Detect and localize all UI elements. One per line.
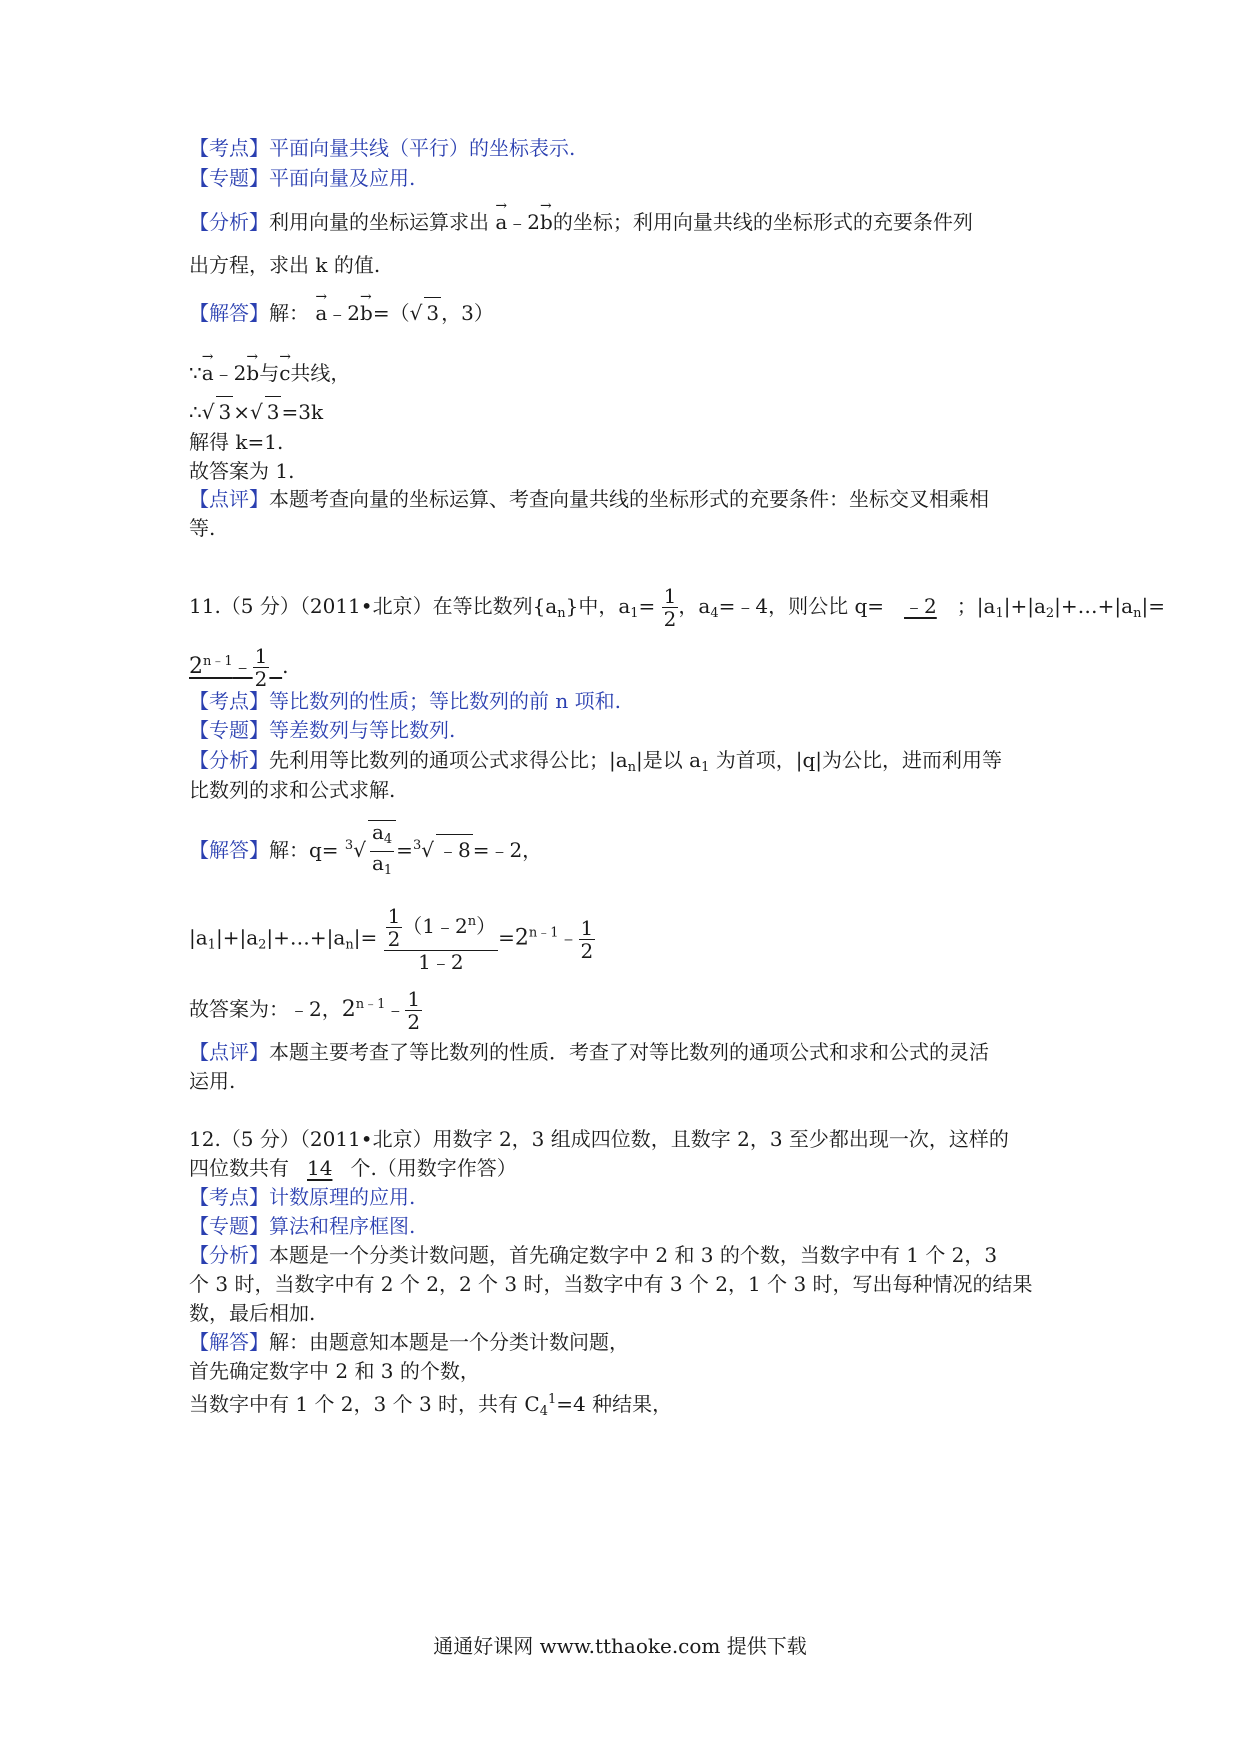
q11-stem-answer2: $2^{n﹣1}﹣$ $\frac{1}{2}$ . <box>189 644 289 691</box>
page-footer: 通通好课网 www.tthaoke.com 提供下载 <box>433 1634 807 1658</box>
q11-kaodian: 【考点】等比数列的性质；等比数列的前 n 项和. <box>189 689 621 713</box>
q11-dianping-2: 运用. <box>189 1069 236 1093</box>
q10-kaodian: 【考点】平面向量共线（平行）的坐标表示. <box>189 136 576 160</box>
q11-fenxi: 【分析】先利用等比数列的通项公式求得公比；$|a_n|$是以 $a_1$ 为首项，|q|为公比，进而利用等 <box>189 748 1002 775</box>
q12-zhuanti: 【专题】算法和程序框图. <box>189 1214 416 1238</box>
q11-zhuanti: 【专题】等差数列与等比数列. <box>189 718 456 742</box>
q10-therefore: ∴√ 3 ×√ 3 =3k <box>189 396 323 427</box>
q10-dianping-2: 等. <box>189 516 216 540</box>
q11-jieda: 【解答】解：q= $^3$√ $\frac{a_4}{a_1}$ =$^3$√ ﹣8 =﹣2， <box>189 820 542 882</box>
q11-answer-q: ﹣2 <box>904 594 937 618</box>
q12-stem-2: 四位数共有 14 个.（用数字作答） <box>189 1156 517 1180</box>
q11-answer: 故答案为：﹣2，$2^{n﹣1}﹣$ $\frac{1}{2}$ <box>189 987 421 1034</box>
q11-fenxi-2: 比数列的求和公式求解. <box>189 778 396 802</box>
q12-stem: 12.（5 分）（2011•北京）用数字 2，3 组成四位数，且数字 2，3 至少都出现一次，这样的 <box>189 1127 1009 1151</box>
q12-jieda: 【解答】解：由题意知本题是一个分类计数问题， <box>189 1330 629 1354</box>
q12-jieda-3: 当数字中有 1 个 2，3 个 3 时，共有 $C_4^1=4$ 种结果， <box>189 1392 673 1419</box>
q10-solve: 解得 k=1. <box>189 430 284 454</box>
q11-dianping: 【点评】本题主要考查了等比数列的性质．考查了对等比数列的通项公式和求和公式的灵活 <box>189 1040 989 1064</box>
q11-sum: $|a_1|+|a_2|+\dots+|a_n|=$ $\frac{1}{2}$ （1﹣2$^n$） 1﹣2 $=2^{n﹣1}﹣$ $\frac{1}{2}$ <box>189 904 594 974</box>
q10-fenxi: 【分析】利用向量的坐标运算求出 → a﹣2→ b的坐标；利用向量共线的坐标形式的充要条件列 <box>189 203 973 237</box>
q12-fenxi-2: 个 3 时，当数字中有 2 个 2，2 个 3 时，当数字中有 3 个 2，1 个 3 时，写出每种情况的结果 <box>189 1272 1033 1296</box>
q10-answer: 故答案为 1. <box>189 459 295 483</box>
q10-dianping: 【点评】本题考查向量的坐标运算、考查向量共线的坐标形式的充要条件：坐标交叉相乘相 <box>189 487 989 511</box>
q12-jieda-2: 首先确定数字中 2 和 3 的个数， <box>189 1359 480 1383</box>
q10-jieda: 【解答】解： → a﹣2→ b=（√ 3 ，3） <box>189 294 494 328</box>
q11-stem: 11.（5 分）（2011•北京）在等比数列$\{a_n\}$中，$a_1=$ $\frac{1}{2}$ ，$a_4=﹣4$，则公比 q= ﹣2 ；$|a_1|+|a_2|+\dots+|a_n|=$ <box>189 584 1165 631</box>
q10-zhuanti: 【专题】平面向量及应用. <box>189 166 416 190</box>
q12-fenxi: 【分析】本题是一个分类计数问题，首先确定数字中 2 和 3 的个数，当数字中有 1 个 2，3 <box>189 1243 998 1267</box>
q12-fenxi-3: 数，最后相加. <box>189 1301 316 1325</box>
q12-answer: 14 <box>307 1156 333 1180</box>
q12-kaodian: 【考点】计数原理的应用. <box>189 1185 416 1209</box>
sum-fraction: $\frac{1}{2}$ （1﹣2$^n$） 1﹣2 <box>384 905 499 973</box>
fraction-half: $\frac{1}{2}$ <box>663 584 677 631</box>
q10-fenxi-2: 出方程，求出 k 的值. <box>189 253 381 277</box>
q10-since: ∵→ a﹣2→ b与→ c共线， <box>189 354 350 388</box>
